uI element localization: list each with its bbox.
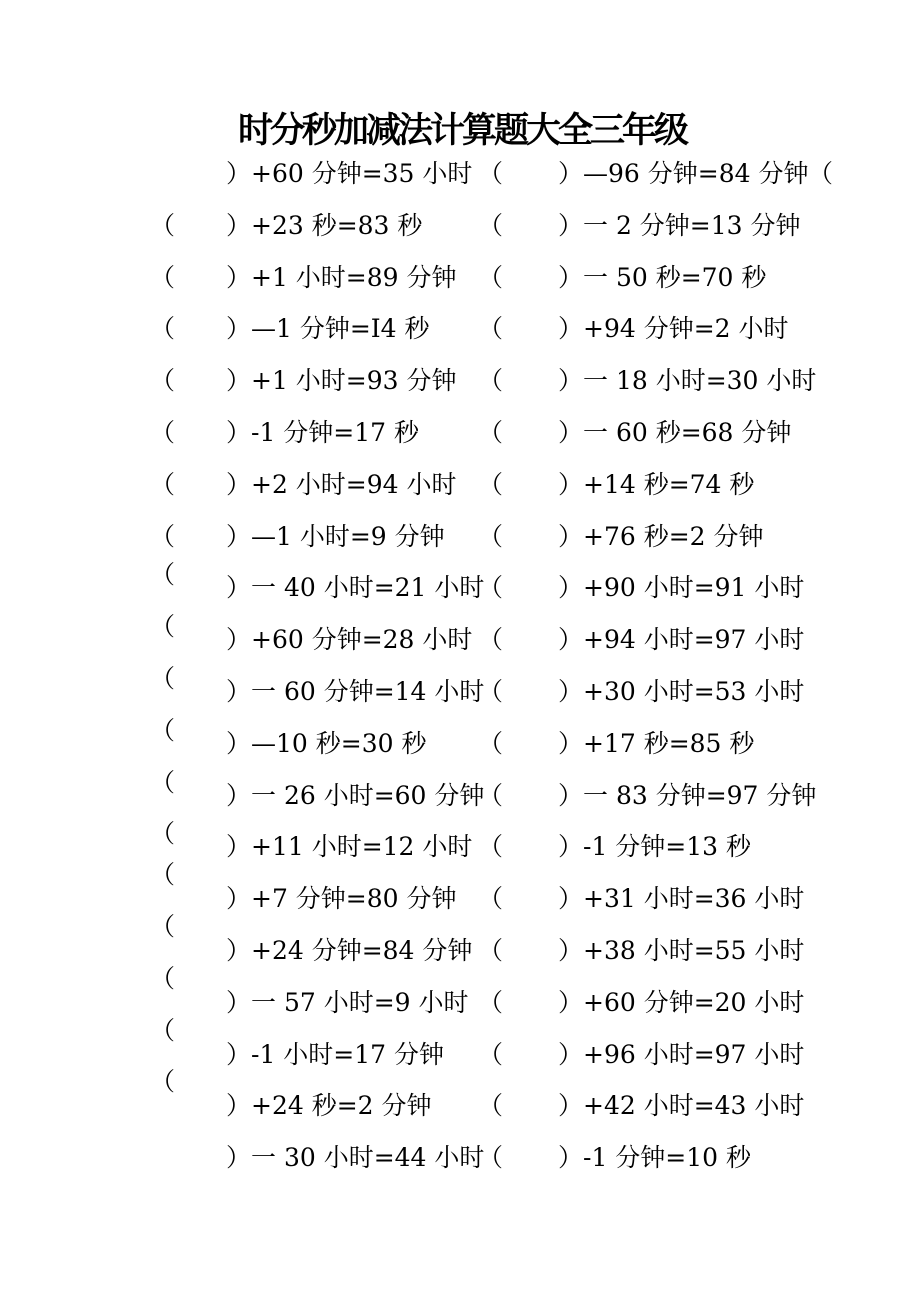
problem-right: ）一 83 分钟=97 分钟 — [558, 780, 817, 810]
left-margin-open-paren: （ — [150, 417, 176, 447]
problem-list — [0, 148, 920, 1184]
problem-right: ）-1 分钟=13 秒 — [558, 832, 752, 862]
left-margin-open-paren: （ — [150, 521, 176, 551]
trailing-open-paren: （ — [808, 159, 834, 188]
problem-row — [0, 614, 920, 666]
middle-open-paren: （ — [478, 987, 504, 1017]
left-margin-open-paren: （ — [150, 314, 176, 344]
problem-row — [0, 860, 920, 925]
left-margin-open-paren: （ — [150, 469, 176, 499]
problem-row — [0, 511, 920, 563]
problem-row — [0, 1015, 920, 1081]
problem-row — [0, 1132, 920, 1184]
problem-left: ）+7 分钟=80 分钟 — [226, 884, 457, 914]
left-margin-open-paren: （ — [150, 366, 176, 396]
problem-right: ）+30 小时=53 小时 — [558, 676, 805, 706]
problem-row — [0, 355, 920, 407]
problem-row — [0, 663, 920, 718]
middle-open-paren: （ — [478, 521, 504, 551]
middle-open-paren: （ — [478, 314, 504, 344]
problem-row — [0, 252, 920, 304]
problem-left: ）—10 秒=30 秒 — [226, 728, 427, 758]
problem-left: ）+24 分钟=84 分钟 — [226, 935, 473, 965]
middle-open-paren: （ — [478, 1039, 504, 1069]
problem-left: ）+11 小时=12 小时 — [226, 832, 473, 862]
left-margin-open-paren: （ — [150, 715, 176, 745]
problem-left: ）—1 分钟=I4 秒 — [226, 314, 430, 344]
left-margin-open-paren: （ — [150, 860, 176, 890]
problem-left: ）+24 秒=2 分钟 — [226, 1091, 432, 1121]
middle-open-paren: （ — [478, 1091, 504, 1121]
left-margin-open-paren: （ — [150, 560, 176, 590]
problem-left: ）-1 小时=17 分钟 — [226, 1039, 445, 1069]
problem-right: ）+31 小时=36 小时 — [558, 884, 805, 914]
problem-row — [0, 1067, 920, 1132]
left-margin-open-paren: （ — [150, 612, 176, 642]
middle-open-paren: （ — [478, 417, 504, 447]
left-margin-open-paren: （ — [150, 963, 176, 993]
problem-row — [0, 303, 920, 355]
page-title: 时分秒加减法计算题大全三年级 — [238, 110, 687, 151]
middle-open-paren: （ — [478, 573, 504, 603]
problem-row — [0, 963, 920, 1029]
problem-left: ）一 60 分钟=14 小时 — [226, 676, 485, 706]
problem-right: ）一 60 秒=68 分钟 — [558, 417, 792, 447]
middle-open-paren: （ — [478, 935, 504, 965]
left-margin-open-paren: （ — [150, 911, 176, 941]
problem-right: ）+96 小时=97 小时 — [558, 1039, 805, 1069]
middle-open-paren: （ — [478, 469, 504, 499]
problem-row — [0, 911, 920, 977]
problem-right: ）+94 分钟=2 小时 — [558, 314, 789, 344]
problem-right: ）+94 小时=97 小时 — [558, 625, 805, 655]
problem-left: ）一 57 小时=9 小时 — [226, 987, 469, 1017]
problem-row — [0, 562, 920, 614]
middle-open-paren: （ — [478, 262, 504, 292]
problem-row — [0, 821, 920, 873]
problem-left: ）-1 分钟=17 秒 — [226, 417, 420, 447]
middle-open-paren: （ — [478, 676, 504, 706]
problem-row — [0, 148, 920, 200]
problem-left: ）+2 小时=94 小时 — [226, 469, 457, 499]
middle-open-paren: （ — [478, 210, 504, 240]
middle-open-paren: （ — [478, 728, 504, 758]
problem-right: ）一 50 秒=70 秒 — [558, 262, 767, 292]
problem-right: ）+14 秒=74 秒 — [558, 469, 755, 499]
middle-open-paren: （ — [478, 366, 504, 396]
problem-left: ）一 30 小时=44 小时 — [226, 1143, 485, 1173]
problem-left: ）+60 分钟=35 小时 — [226, 159, 473, 188]
left-margin-open-paren: （ — [150, 819, 176, 849]
problem-right: ）一 18 小时=30 小时 — [558, 366, 817, 396]
middle-open-paren: （ — [478, 1143, 504, 1173]
problem-right: ）-1 分钟=10 秒 — [558, 1143, 752, 1173]
problem-right: ）+17 秒=85 秒 — [558, 728, 755, 758]
middle-open-paren: （ — [478, 832, 504, 862]
problem-right: ）+38 小时=55 小时 — [558, 935, 805, 965]
problem-left: ）+1 小时=89 分钟 — [226, 262, 457, 292]
left-margin-open-paren: （ — [150, 663, 176, 693]
problem-right: ）+90 小时=91 小时 — [558, 573, 805, 603]
problem-left: ）+60 分钟=28 小时 — [226, 625, 473, 655]
problem-row — [0, 407, 920, 459]
problem-row — [0, 767, 920, 822]
problem-row — [0, 200, 920, 252]
left-margin-open-paren: （ — [150, 1067, 176, 1097]
problem-right: ）+60 分钟=20 小时 — [558, 987, 805, 1017]
left-margin-open-paren: （ — [150, 767, 176, 797]
problem-row — [0, 459, 920, 511]
left-margin-open-paren: （ — [150, 262, 176, 292]
middle-open-paren: （ — [478, 159, 504, 188]
left-margin-open-paren: （ — [150, 210, 176, 240]
problem-left: ）+23 秒=83 秒 — [226, 210, 423, 240]
problem-right: ）—96 分钟=84 分钟 — [558, 159, 809, 188]
middle-open-paren: （ — [478, 625, 504, 655]
problem-right: ）+42 小时=43 小时 — [558, 1091, 805, 1121]
problem-right: ）一 2 分钟=13 分钟 — [558, 210, 801, 240]
problem-row — [0, 715, 920, 770]
left-margin-open-paren: （ — [150, 1015, 176, 1045]
problem-right: ）+76 秒=2 分钟 — [558, 521, 764, 551]
middle-open-paren: （ — [478, 884, 504, 914]
problem-left: ）—1 小时=9 分钟 — [226, 521, 445, 551]
problem-left: ）一 40 小时=21 小时 — [226, 573, 485, 603]
problem-left: ）一 26 小时=60 分钟 — [226, 780, 485, 810]
middle-open-paren: （ — [478, 780, 504, 810]
problem-left: ）+1 小时=93 分钟 — [226, 366, 457, 396]
